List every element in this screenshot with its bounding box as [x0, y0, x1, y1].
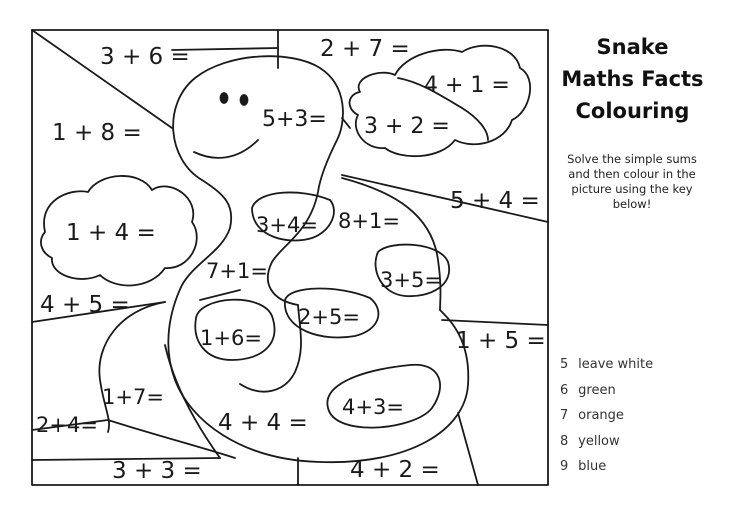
- sum-right-mid: 5 + 4 =: [450, 188, 540, 214]
- sum-cloud-right-bottom: 3 + 2 =: [364, 114, 450, 139]
- cloud-right: [350, 46, 531, 156]
- divider-line: [458, 413, 478, 485]
- sum-top-right: 2 + 7 =: [320, 36, 410, 62]
- key-row: [560, 457, 653, 483]
- sum-spot-coil: 4+3=: [342, 395, 404, 419]
- key-row: [560, 432, 653, 458]
- sum-bottom-left: 2+4=: [36, 413, 98, 437]
- key-colour: yellow: [578, 433, 620, 449]
- snake-eye-right: [241, 95, 248, 105]
- sum-right-lower: 1 + 5 =: [456, 328, 546, 354]
- sum-spot-right: 3+5=: [380, 268, 442, 292]
- title-line-3: Colouring: [575, 99, 690, 123]
- snake-mouth: [194, 140, 258, 158]
- key-row: [560, 406, 653, 432]
- sum-left-upper: 1 + 8 =: [52, 120, 142, 146]
- divider-line: [442, 320, 548, 325]
- key-colour: leave white: [578, 357, 654, 372]
- sum-neck-lower: 7+1=: [206, 259, 268, 283]
- sum-head: 5+3=: [262, 107, 327, 132]
- sum-spot-middle: 2+5=: [298, 305, 360, 329]
- sum-left-mid: 4 + 5 =: [40, 292, 130, 318]
- snake-coil-outer: [99, 302, 165, 432]
- sum-bottom-middle-right: 4 + 2 =: [350, 457, 440, 483]
- key-colour: orange: [578, 408, 624, 423]
- key-number: 5: [560, 357, 569, 372]
- sum-body-upper: 8+1=: [338, 209, 400, 233]
- key-number: 8: [560, 433, 569, 449]
- sum-spot-upper-left: 3+4=: [256, 213, 318, 237]
- key-row: [560, 381, 653, 407]
- sum-bottom-middle-left: 3 + 3 =: [112, 458, 202, 484]
- sum-cloud-left: 1 + 4 =: [66, 220, 156, 246]
- key-number: 7: [560, 408, 569, 423]
- sum-coil-left: 1+7=: [102, 385, 164, 409]
- instructions-text: Solve the simple sums and then colour in the picture using the key below!: [567, 152, 697, 211]
- sum-top-left: 3 + 6 =: [100, 44, 190, 70]
- sum-cloud-right-top: 4 + 1 =: [424, 73, 510, 98]
- key-row: [560, 355, 653, 381]
- sum-spot-left: 1+6=: [200, 326, 262, 350]
- key-colour: blue: [578, 459, 607, 474]
- colour-key: [560, 355, 653, 483]
- key-number: 9: [560, 459, 569, 474]
- title-line-1: Snake: [596, 35, 669, 59]
- sum-coil-middle: 4 + 4 =: [218, 410, 308, 436]
- title-line-2: Maths Facts: [561, 67, 704, 91]
- snake-eye-left: [221, 93, 228, 103]
- snake-coil-line: [165, 345, 220, 458]
- key-number: 6: [560, 382, 569, 398]
- snake-coil-line: [200, 290, 240, 300]
- key-colour: green: [578, 382, 616, 398]
